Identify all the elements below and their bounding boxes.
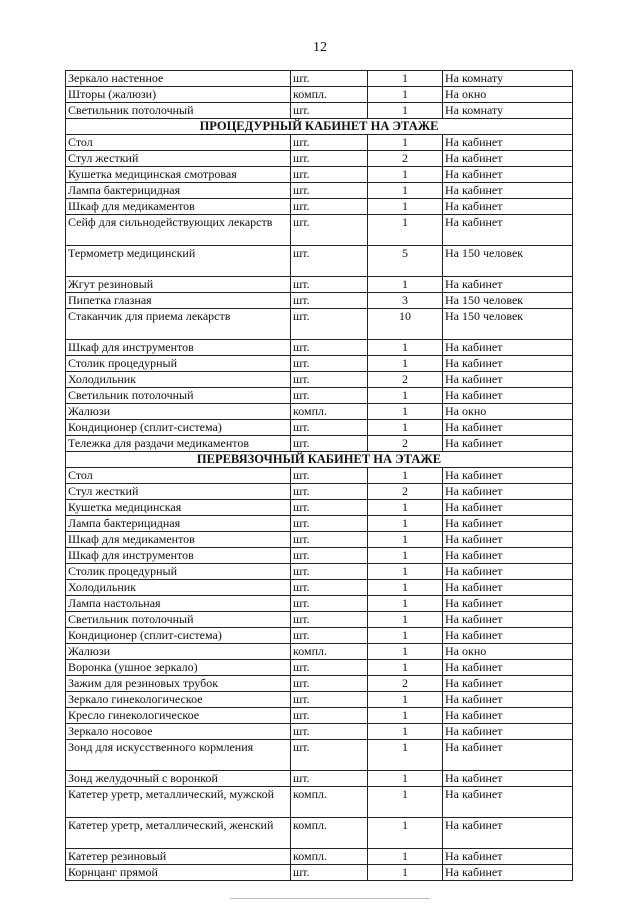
item-quantity-cell: 1 (368, 404, 443, 420)
item-unit-cell: шт. (291, 277, 368, 293)
item-norm-cell: На кабинет (443, 356, 573, 372)
table-row (66, 724, 573, 740)
item-norm-cell: На кабинет (443, 484, 573, 500)
table-row (66, 612, 573, 628)
table-row (66, 532, 573, 548)
item-name-cell: Лампа настольная (66, 596, 291, 612)
item-unit-cell: шт. (291, 532, 368, 548)
item-quantity-cell: 1 (368, 388, 443, 404)
item-quantity-cell: 1 (368, 356, 443, 372)
table-row (66, 420, 573, 436)
item-unit-cell: компл. (291, 787, 368, 818)
item-unit-cell: шт. (291, 246, 368, 277)
item-norm-cell: На кабинет (443, 199, 573, 215)
item-quantity-cell: 3 (368, 293, 443, 309)
item-norm-cell: На кабинет (443, 818, 573, 849)
item-norm-cell: На кабинет (443, 388, 573, 404)
item-norm-cell: На 150 человек (443, 309, 573, 340)
item-name-cell: Шкаф для медикаментов (66, 199, 291, 215)
item-unit-cell: шт. (291, 293, 368, 309)
table-row (66, 293, 573, 309)
item-norm-cell: На кабинет (443, 500, 573, 516)
item-unit-cell: шт. (291, 356, 368, 372)
table-row (66, 135, 573, 151)
table-row (66, 215, 573, 246)
table-row (66, 676, 573, 692)
table-row (66, 71, 573, 87)
item-quantity-cell: 2 (368, 372, 443, 388)
table-row (66, 372, 573, 388)
item-name-cell: Стул жесткий (66, 151, 291, 167)
item-norm-cell: На комнату (443, 103, 573, 119)
equipment-table (65, 70, 573, 881)
item-norm-cell: На кабинет (443, 420, 573, 436)
item-name-cell: Светильник потолочный (66, 388, 291, 404)
item-unit-cell: шт. (291, 215, 368, 246)
item-quantity-cell: 1 (368, 500, 443, 516)
item-norm-cell: На окно (443, 644, 573, 660)
item-quantity-cell: 1 (368, 183, 443, 199)
item-quantity-cell: 1 (368, 818, 443, 849)
item-norm-cell: На кабинет (443, 771, 573, 787)
item-quantity-cell: 1 (368, 628, 443, 644)
page-number: 12 (313, 40, 327, 55)
item-norm-cell: На кабинет (443, 628, 573, 644)
item-name-cell: Шторы (жалюзи) (66, 87, 291, 103)
item-quantity-cell: 2 (368, 436, 443, 452)
item-quantity-cell: 1 (368, 71, 443, 87)
table-row (66, 151, 573, 167)
table-row (66, 849, 573, 865)
item-unit-cell: шт. (291, 516, 368, 532)
item-norm-cell: На кабинет (443, 436, 573, 452)
item-name-cell: Светильник потолочный (66, 103, 291, 119)
item-quantity-cell: 2 (368, 484, 443, 500)
table-row (66, 468, 573, 484)
item-norm-cell: На кабинет (443, 865, 573, 881)
item-unit-cell: компл. (291, 818, 368, 849)
item-norm-cell: На кабинет (443, 708, 573, 724)
item-quantity-cell: 1 (368, 580, 443, 596)
table-row (66, 356, 573, 372)
item-unit-cell: шт. (291, 676, 368, 692)
table-row (66, 500, 573, 516)
item-unit-cell: компл. (291, 404, 368, 420)
item-quantity-cell: 1 (368, 548, 443, 564)
item-norm-cell: На кабинет (443, 612, 573, 628)
table-row (66, 103, 573, 119)
table-row (66, 708, 573, 724)
item-name-cell: Жалюзи (66, 404, 291, 420)
table-row (66, 628, 573, 644)
table-row (66, 436, 573, 452)
item-quantity-cell: 1 (368, 215, 443, 246)
item-quantity-cell: 1 (368, 167, 443, 183)
item-norm-cell: На кабинет (443, 787, 573, 818)
item-quantity-cell: 1 (368, 103, 443, 119)
item-unit-cell: шт. (291, 596, 368, 612)
item-norm-cell: На комнату (443, 71, 573, 87)
item-name-cell: Зонд для искусственного кормления (66, 740, 291, 771)
item-norm-cell: На окно (443, 87, 573, 103)
item-unit-cell: шт. (291, 740, 368, 771)
item-unit-cell: шт. (291, 71, 368, 87)
item-unit-cell: шт. (291, 151, 368, 167)
item-name-cell: Стаканчик для приема лекарств (66, 309, 291, 340)
item-name-cell: Стол (66, 135, 291, 151)
item-name-cell: Кресло гинекологическое (66, 708, 291, 724)
item-quantity-cell: 1 (368, 532, 443, 548)
item-unit-cell: шт. (291, 500, 368, 516)
item-norm-cell: На 150 человек (443, 293, 573, 309)
item-norm-cell: На кабинет (443, 151, 573, 167)
item-name-cell: Шкаф для инструментов (66, 548, 291, 564)
item-unit-cell: шт. (291, 135, 368, 151)
item-norm-cell: На кабинет (443, 135, 573, 151)
item-unit-cell: шт. (291, 420, 368, 436)
item-quantity-cell: 1 (368, 771, 443, 787)
section-header-row (66, 119, 573, 135)
item-quantity-cell: 2 (368, 676, 443, 692)
item-name-cell: Кондиционер (сплит-система) (66, 420, 291, 436)
table-row (66, 340, 573, 356)
item-unit-cell: шт. (291, 436, 368, 452)
item-name-cell: Зеркало носовое (66, 724, 291, 740)
item-name-cell: Катетер резиновый (66, 849, 291, 865)
item-quantity-cell: 1 (368, 692, 443, 708)
item-quantity-cell: 1 (368, 708, 443, 724)
item-name-cell: Светильник потолочный (66, 612, 291, 628)
item-name-cell: Жгут резиновый (66, 277, 291, 293)
item-unit-cell: компл. (291, 87, 368, 103)
item-quantity-cell: 1 (368, 199, 443, 215)
item-name-cell: Зеркало гинекологическое (66, 692, 291, 708)
item-quantity-cell: 1 (368, 468, 443, 484)
table-row (66, 484, 573, 500)
item-norm-cell: На кабинет (443, 596, 573, 612)
item-name-cell: Стул жесткий (66, 484, 291, 500)
item-norm-cell: На кабинет (443, 516, 573, 532)
item-name-cell: Стол (66, 468, 291, 484)
table-row (66, 771, 573, 787)
item-unit-cell: шт. (291, 484, 368, 500)
item-name-cell: Термометр медицинский (66, 246, 291, 277)
item-unit-cell: шт. (291, 612, 368, 628)
table-row (66, 87, 573, 103)
item-unit-cell: шт. (291, 372, 368, 388)
table-row (66, 246, 573, 277)
item-norm-cell: На кабинет (443, 372, 573, 388)
item-quantity-cell: 1 (368, 340, 443, 356)
item-norm-cell: На кабинет (443, 215, 573, 246)
item-quantity-cell: 1 (368, 849, 443, 865)
item-quantity-cell: 1 (368, 277, 443, 293)
item-name-cell: Холодильник (66, 372, 291, 388)
table-row (66, 660, 573, 676)
item-quantity-cell: 1 (368, 564, 443, 580)
item-norm-cell: На кабинет (443, 580, 573, 596)
item-norm-cell: На кабинет (443, 740, 573, 771)
table-row (66, 644, 573, 660)
item-quantity-cell: 1 (368, 865, 443, 881)
item-quantity-cell: 1 (368, 612, 443, 628)
item-unit-cell: компл. (291, 849, 368, 865)
item-name-cell: Тележка для раздачи медикаментов (66, 436, 291, 452)
item-norm-cell: На кабинет (443, 548, 573, 564)
table-row (66, 580, 573, 596)
item-quantity-cell: 5 (368, 246, 443, 277)
table-row (66, 740, 573, 771)
item-quantity-cell: 1 (368, 87, 443, 103)
item-norm-cell: На кабинет (443, 724, 573, 740)
item-quantity-cell: 2 (368, 151, 443, 167)
item-unit-cell: шт. (291, 628, 368, 644)
item-norm-cell: На кабинет (443, 849, 573, 865)
item-name-cell: Лампа бактерицидная (66, 516, 291, 532)
item-norm-cell: На кабинет (443, 167, 573, 183)
equipment-table-body (66, 71, 573, 881)
item-norm-cell: На кабинет (443, 277, 573, 293)
item-name-cell: Сейф для сильнодействующих лекарств (66, 215, 291, 246)
item-quantity-cell: 10 (368, 309, 443, 340)
table-row (66, 183, 573, 199)
table-row (66, 277, 573, 293)
item-name-cell: Шкаф для медикаментов (66, 532, 291, 548)
item-unit-cell: шт. (291, 724, 368, 740)
item-unit-cell: шт. (291, 468, 368, 484)
table-row (66, 199, 573, 215)
item-unit-cell: шт. (291, 580, 368, 596)
table-row (66, 596, 573, 612)
item-norm-cell: На кабинет (443, 676, 573, 692)
item-unit-cell: шт. (291, 865, 368, 881)
section-title: ПЕРЕВЯЗОЧНЫЙ КАБИНЕТ НА ЭТАЖЕ (66, 452, 573, 468)
item-norm-cell: На кабинет (443, 183, 573, 199)
item-unit-cell: шт. (291, 199, 368, 215)
table-row (66, 818, 573, 849)
table-row (66, 516, 573, 532)
table-row (66, 787, 573, 818)
item-name-cell: Катетер уретр, металлический, мужской (66, 787, 291, 818)
item-unit-cell: шт. (291, 309, 368, 340)
item-unit-cell: компл. (291, 644, 368, 660)
item-norm-cell: На кабинет (443, 692, 573, 708)
item-unit-cell: шт. (291, 692, 368, 708)
item-name-cell: Столик процедурный (66, 356, 291, 372)
item-name-cell: Катетер уретр, металлический, женский (66, 818, 291, 849)
table-row (66, 548, 573, 564)
item-name-cell: Столик процедурный (66, 564, 291, 580)
item-name-cell: Зонд желудочный с воронкой (66, 771, 291, 787)
item-unit-cell: шт. (291, 167, 368, 183)
item-name-cell: Корнцанг прямой (66, 865, 291, 881)
table-row (66, 692, 573, 708)
item-unit-cell: шт. (291, 564, 368, 580)
table-row (66, 309, 573, 340)
item-unit-cell: шт. (291, 771, 368, 787)
item-norm-cell: На кабинет (443, 660, 573, 676)
item-name-cell: Холодильник (66, 580, 291, 596)
item-unit-cell: шт. (291, 708, 368, 724)
item-quantity-cell: 1 (368, 724, 443, 740)
item-norm-cell: На 150 человек (443, 246, 573, 277)
table-row (66, 404, 573, 420)
table-row (66, 865, 573, 881)
item-name-cell: Лампа бактерицидная (66, 183, 291, 199)
item-quantity-cell: 1 (368, 135, 443, 151)
item-norm-cell: На кабинет (443, 468, 573, 484)
item-name-cell: Кондиционер (сплит-система) (66, 628, 291, 644)
item-name-cell: Зеркало настенное (66, 71, 291, 87)
item-norm-cell: На кабинет (443, 532, 573, 548)
item-quantity-cell: 1 (368, 644, 443, 660)
item-unit-cell: шт. (291, 340, 368, 356)
item-unit-cell: шт. (291, 660, 368, 676)
item-name-cell: Жалюзи (66, 644, 291, 660)
item-norm-cell: На кабинет (443, 564, 573, 580)
item-norm-cell: На кабинет (443, 340, 573, 356)
item-quantity-cell: 1 (368, 787, 443, 818)
item-name-cell: Пипетка глазная (66, 293, 291, 309)
item-quantity-cell: 1 (368, 740, 443, 771)
item-unit-cell: шт. (291, 183, 368, 199)
item-unit-cell: шт. (291, 103, 368, 119)
item-quantity-cell: 1 (368, 660, 443, 676)
item-unit-cell: шт. (291, 548, 368, 564)
item-norm-cell: На окно (443, 404, 573, 420)
item-name-cell: Зажим для резиновых трубок (66, 676, 291, 692)
section-title: ПРОЦЕДУРНЫЙ КАБИНЕТ НА ЭТАЖЕ (66, 119, 573, 135)
item-quantity-cell: 1 (368, 420, 443, 436)
item-name-cell: Воронка (ушное зеркало) (66, 660, 291, 676)
table-row (66, 167, 573, 183)
item-name-cell: Кушетка медицинская смотровая (66, 167, 291, 183)
item-name-cell: Шкаф для инструментов (66, 340, 291, 356)
item-name-cell: Кушетка медицинская (66, 500, 291, 516)
section-header-row (66, 452, 573, 468)
item-unit-cell: шт. (291, 388, 368, 404)
bottom-divider (230, 898, 430, 899)
item-quantity-cell: 1 (368, 516, 443, 532)
item-quantity-cell: 1 (368, 596, 443, 612)
table-row (66, 388, 573, 404)
table-row (66, 564, 573, 580)
